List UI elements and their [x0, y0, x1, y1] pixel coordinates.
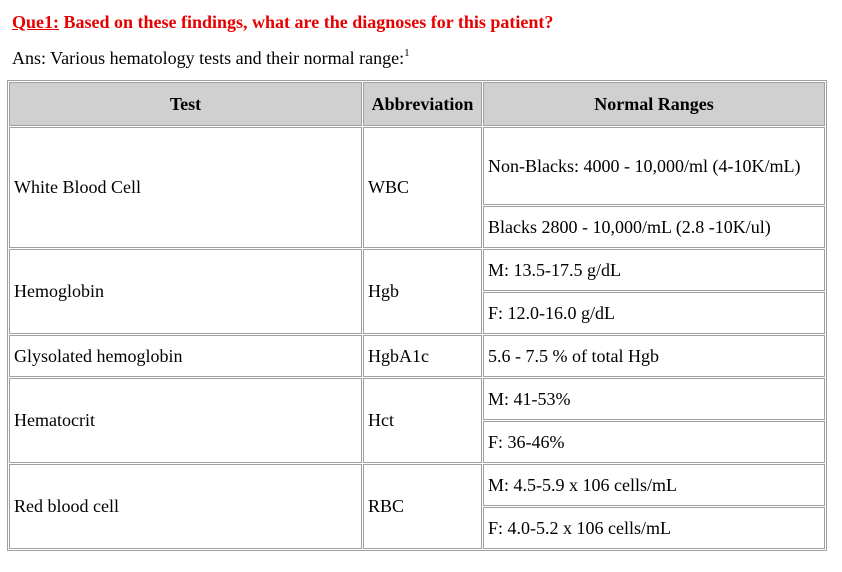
table-row	[9, 127, 825, 205]
header-abbreviation: Abbreviation	[363, 82, 482, 126]
test-abbreviation: HgbA1c	[363, 335, 482, 377]
normal-range: M: 4.5-5.9 x 106 cells/mL	[483, 464, 825, 506]
normal-range: F: 4.0-5.2 x 106 cells/mL	[483, 507, 825, 549]
question-label: Que1:	[12, 12, 59, 32]
test-name: Hematocrit	[9, 378, 362, 463]
normal-range: M: 13.5-17.5 g/dL	[483, 249, 825, 291]
table-header-row	[9, 82, 825, 126]
table-row	[9, 378, 825, 420]
normal-range: F: 12.0-16.0 g/dL	[483, 292, 825, 334]
question-text: Based on these findings, what are the diagnoses for this patient?	[59, 12, 554, 32]
table-row	[9, 464, 825, 506]
normal-range: Blacks 2800 - 10,000/mL (2.8 -10K/ul)	[483, 206, 825, 248]
table-row	[9, 249, 825, 291]
header-test: Test	[9, 82, 362, 126]
answer-intro	[12, 48, 410, 69]
header-normal-ranges: Normal Ranges	[483, 82, 825, 126]
normal-range: 5.6 - 7.5 % of total Hgb	[483, 335, 825, 377]
test-abbreviation: Hct	[363, 378, 482, 463]
hematology-table	[7, 80, 827, 551]
normal-range: F: 36-46%	[483, 421, 825, 463]
test-name: White Blood Cell	[9, 127, 362, 248]
normal-range: M: 41-53%	[483, 378, 825, 420]
test-name: Hemoglobin	[9, 249, 362, 334]
test-abbreviation: Hgb	[363, 249, 482, 334]
answer-text: Ans: Various hematology tests and their normal range:	[12, 48, 405, 68]
footnote-marker: 1	[404, 47, 410, 59]
test-abbreviation: RBC	[363, 464, 482, 549]
normal-range: Non-Blacks: 4000 - 10,000/ml (4-10K/mL)	[483, 127, 825, 205]
question-heading	[12, 12, 553, 33]
table-row	[9, 335, 825, 377]
test-abbreviation: WBC	[363, 127, 482, 248]
test-name: Glysolated hemoglobin	[9, 335, 362, 377]
test-name: Red blood cell	[9, 464, 362, 549]
